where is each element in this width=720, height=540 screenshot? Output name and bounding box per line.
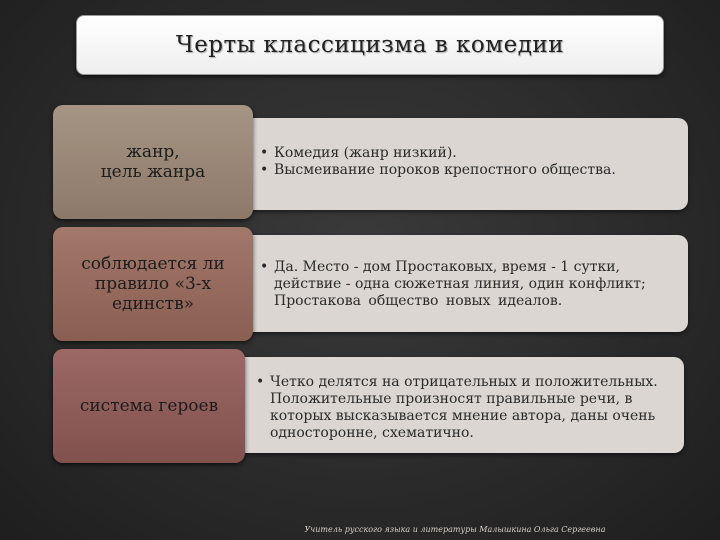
bullet-line: действие - одна сюжетная линия, один конфликт; — [274, 276, 646, 292]
bullet-line: которых высказывается мнение автора, даны очень — [270, 408, 656, 424]
bullet-line: Комедия (жанр низкий). — [274, 145, 457, 161]
content-box-characters — [232, 357, 684, 453]
list-item — [260, 259, 676, 310]
list-item — [256, 374, 674, 442]
content-box-unities — [232, 235, 688, 332]
bullet-line: Положительные произносят правильные речи, в — [270, 391, 633, 407]
bullet-list — [232, 357, 684, 442]
content-box-genre — [232, 118, 688, 210]
slide-title: Черты классицизма в комедии — [175, 32, 565, 58]
list-item — [260, 145, 676, 162]
bullet-line: Высмеивание пороков крепостного общества. — [274, 162, 616, 178]
bullet-line: • Четко делятся на отрицательных и положительных. — [270, 374, 658, 390]
title-banner — [76, 15, 664, 75]
list-item — [260, 162, 676, 179]
label-text: жанр, цель жанра — [100, 142, 206, 182]
bullet-list — [232, 235, 688, 310]
bullet-list — [232, 118, 688, 179]
label-text: соблюдается ли правило «3-х единств» — [81, 254, 225, 314]
footer-author: Учитель русского языка и литературы Малышкина Ольга Сергеевна — [304, 525, 606, 534]
bullet-line: • Да. Место - дом Простаковых, время - 1 сутки, — [274, 259, 621, 275]
label-characters — [53, 349, 245, 463]
label-text: система героев — [79, 396, 219, 416]
bullet-line: Простакова общество новых идеалов. — [274, 293, 563, 309]
bullet-line: односторонне, схематично. — [270, 425, 474, 441]
label-genre — [53, 105, 253, 219]
label-unities — [53, 227, 253, 341]
